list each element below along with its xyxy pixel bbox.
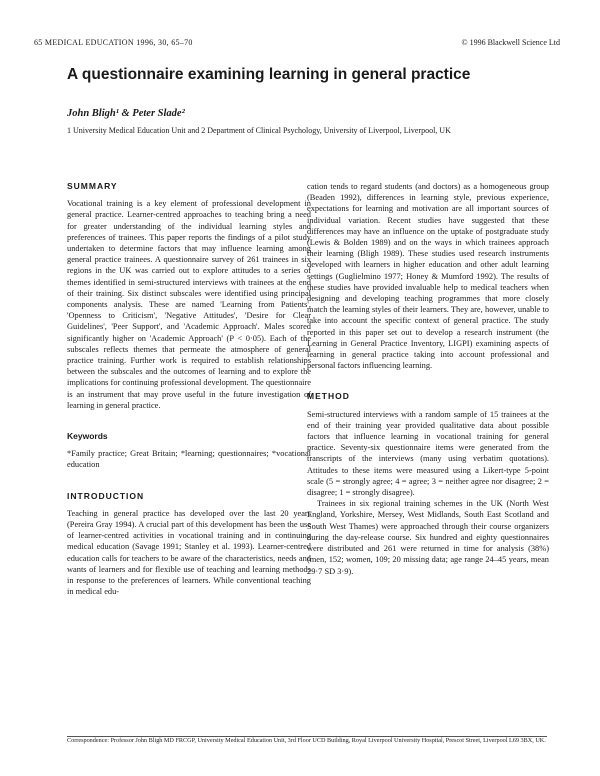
article-authors: John Bligh¹ & Peter Slade² [67, 108, 185, 119]
correspondence-footnote: Correspondence: Professor John Bligh MD FRCGP, University Medical Education Unit, 3rd Floor UCD Building, Royal Liverpool University Hospital, Prescot Street, Liverpool L69 3BX, UK. [67, 737, 546, 744]
summary-heading: SUMMARY [67, 181, 118, 191]
introduction-text: Teaching in general practice has developed over the last 20 years (Pereira Gray 1994). A crucial part of this development has been the use of learner-centred activities in vocational training and in continuing medical education (Savage 1991; Stanley et al. 1993). Learner-centred education calls for teachers to be aware of the characteristics, needs and wants of learners and for flexible use of teaching and learning methods in response to the preferences of learners. While conventional teaching in medical edu- [67, 508, 311, 597]
left-column [67, 181, 311, 598]
summary-text: Vocational training is a key element of professional development in general practice. Learner-centred approaches to teaching bring a need for greater understanding of the individual learning styles and preferences of trainees. This paper reports the findings of a pilot study undertaken to determine factors that may influence learning among general practice trainees. A questionnaire survey of 261 trainees in six regions in the UK was carried out to explore attitudes to a series of themes identified in semi-structured interviews with trainees at the end of their training. Six distinct subscales were identified using principal components analysis. These are named 'Learning from Patients', 'Openness to Criticism', 'Negative Attitudes', 'Desire for Clear Guidelines', 'Peer Support', and 'Academic Approach'. Males scored significantly higher on 'Academic Approach' (P < 0·05). Each of the subscales reflects themes that permeate the atmosphere of general practice training. Further work is required to establish relationships between the subscales and the outcomes of learning and to explore the implications for continuing professional development. The questionnaire is an instrument that may prove useful in the future investigation of learning in general practice. [67, 199, 311, 410]
method-heading: METHOD [307, 391, 350, 402]
introduction-continued-text: cation tends to regard students (and doctors) as a homogeneous group (Beaden 1992), differences in learning style, previous experience, expectations for learning and motivation are all important sources of individual variation. Recent studies have suggested that these differences may have an influence on the uptake of postgraduate study (Lewis & Bolden 1989) and on the ways in which trainees approach their learning (Bligh 1989). These studies used research instruments developed with learners in higher education and other adult learning settings (Guglielmino 1977; Honey & Mumford 1992). The results of these studies have provided invaluable help to medical teachers when designing and developing teaching programmes that more closely match the learning styles of their learners. They are, however, unable to take into account the specific context of general practice. The study reported in this paper set out to develop a research instrument (the Learning in General Practice Inventory, LIGPI) examining aspects of learning in general practice taking into account professional and personal factors influencing learning. [307, 182, 549, 371]
right-column [307, 181, 549, 577]
running-header: 65 MEDICAL EDUCATION 1996, 30, 65–70 [34, 38, 193, 47]
copyright-notice: © 1996 Blackwell Science Ltd [461, 38, 560, 47]
method-paragraph-2: Trainees in six regional training schemes in the UK (North West England, Yorkshire, Mersey, West Midlands, South East Scotland and South West Thames) were approached through their course organizers during the day-release course. Six hundred and eighty questionnaires were distributed and 261 were returned in time for analysis (38%) (men, 152; women, 109; 20 missing data; age range 24–45 years, mean 29·7 SD 3·9). [307, 499, 549, 576]
keywords-text: *Family practice; Great Britain; *learning; questionnaires; *vocational education [67, 449, 311, 470]
introduction-heading: INTRODUCTION [67, 490, 145, 501]
author-affiliation: 1 University Medical Education Unit and 2 Department of Clinical Psychology, University of Liverpool, Liverpool, UK [67, 126, 451, 135]
article-title: A questionnaire examining learning in general practice [67, 66, 471, 83]
method-paragraph-1: Semi-structured interviews with a random sample of 15 trainees at the end of their training year provided qualitative data about possible factors that influence learning in vocational training for general practice. Seventy-six questionnaire items were generated from the transcripts of the interviews (many using verbatim quotations). Attitudes to these items were measured using a Likert-type 5-point scale (5 = strongly agree; 4 = agree; 3 = neither agree nor disagree; 2 = disagree; 1 = strongly disagree). [307, 409, 549, 498]
keywords-heading: Keywords [67, 431, 108, 442]
